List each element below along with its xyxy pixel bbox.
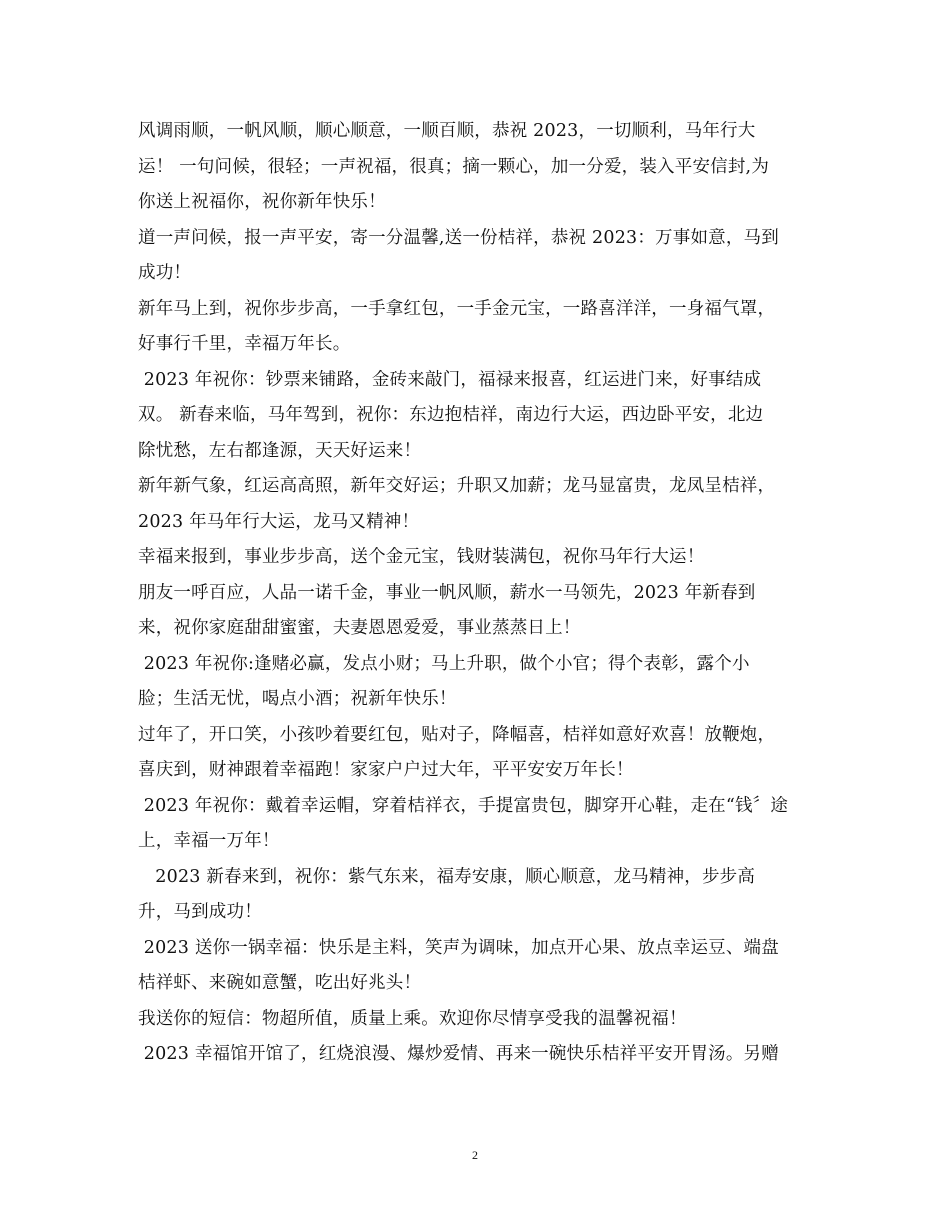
text-line-10: 除忧愁，左右都逢源，天天好运来！ <box>138 440 422 461</box>
text-line-20: 2023 年祝你：戴着幸运帽，穿着桔祥衣，手提富贵包，脚穿开心鞋，走在“钱〞途 <box>138 795 789 816</box>
text-line-7: 好事行千里，幸福万年长。 <box>138 334 351 354</box>
text-line-23: 升，马到成功！ <box>138 902 262 922</box>
text-line-27: 2023 幸福馆开馆了，红烧浪漫、爆炒爱情、再来一碗快乐桔祥平安开胃汤。另赠 <box>138 1044 779 1064</box>
text-line-4: 道一声问候，报一声平安，寄一分温馨,送一份桔祥，恭祝 2023：万事如意，马到 <box>138 227 779 248</box>
text-line-3: 你送上祝福你，祝你新年快乐！ <box>138 192 386 212</box>
text-line-8: 2023 年祝你：钞票来铺路，金砖来敲门，福禄来报喜，红运进门来，好事结成 <box>138 369 762 390</box>
text-line-12: 2023 年马年行大运，龙马又精神！ <box>138 511 420 532</box>
text-line-9: 双。 新春来临，马年驾到，祝你：东边抱桔祥，南边行大运，西边卧平安，北边 <box>138 405 764 425</box>
text-line-14: 朋友一呼百应，人品一诺千金，事业一帆风顺，薪水一马领先，2023 年新春到 <box>138 582 756 603</box>
text-line-25: 桔祥虾、来碗如意蟹，吃出好兆头！ <box>138 973 422 993</box>
text-line-21: 上，幸福一万年！ <box>138 831 280 851</box>
text-line-18: 过年了，开口笑，小孩吵着要红包，贴对子，降幅喜，桔祥如意好欢喜！放鞭炮， <box>138 724 776 745</box>
text-line-6: 新年马上到，祝你步步高，一手拿红包，一手金元宝，一路喜洋洋，一身福气罩， <box>138 298 776 319</box>
document-body <box>138 114 818 1073</box>
text-line-15: 来，祝你家庭甜甜蜜蜜，夫妻恩恩爱爱，事业蒸蒸日上！ <box>138 618 581 638</box>
text-line-5: 成功！ <box>138 263 192 283</box>
text-line-1: 风调雨顺，一帆风顺，顺心顺意，一顺百顺，恭祝 2023，一切顺利，马年行大 <box>138 121 756 141</box>
text-line-11: 新年新气象，红运高高照，新年交好运；升职又加薪；龙马显富贵，龙凤呈桔祥， <box>138 476 776 496</box>
text-line-26: 我送你的短信：物超所值，质量上乘。欢迎你尽情享受我的温馨祝福！ <box>138 1008 687 1029</box>
text-line-16: 2023 年祝你:逢赌必赢，发点小财；马上升职，做个小官；得个表彰，露个小 <box>138 653 750 674</box>
text-line-22: 2023 新春来到，祝你：紫气东来，福寿安康，顺心顺意，龙马精神，步步高 <box>138 866 756 887</box>
page-number: 2 <box>472 1148 478 1162</box>
text-line-24: 2023 送你一锅幸福：快乐是主料，笑声为调味，加点开心果、放点幸运豆、端盘 <box>138 937 779 958</box>
text-line-13: 幸福来报到，事业步步高，送个金元宝，钱财装满包，祝你马年行大运！ <box>138 547 705 567</box>
text-line-19: 喜庆到，财神跟着幸福跑！家家户户过大年，平平安安万年长！ <box>138 760 634 780</box>
text-line-2: 运！ 一句问候，很轻；一声祝福，很真；摘一颗心，加一分爱，装入平安信封,为 <box>138 156 770 177</box>
text-line-17: 脸；生活无忧，喝点小酒；祝新年快乐！ <box>138 689 457 709</box>
